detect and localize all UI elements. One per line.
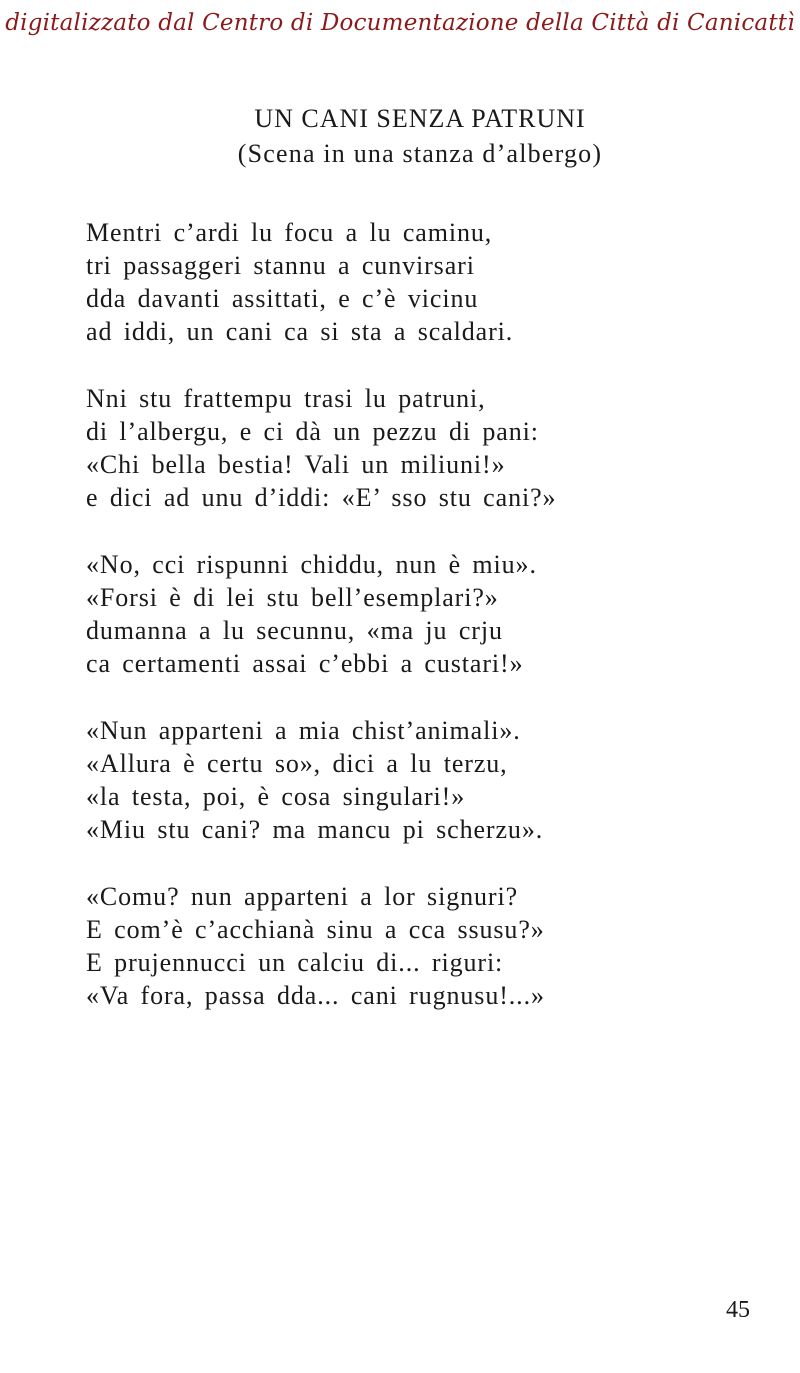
verse-line: «Forsi è di lei stu bell’esemplari?» xyxy=(86,583,499,612)
stanza-2 xyxy=(86,382,746,514)
verse-line: e dici ad unu d’iddi: «E’ sso stu cani?» xyxy=(86,483,557,512)
verse-line: E com’è c’acchianà sinu a cca ssusu?» xyxy=(86,915,545,944)
verse-line: ad iddi, un cani ca si sta a scaldari. xyxy=(86,317,514,346)
stanza-5 xyxy=(86,880,746,1012)
verse-line: di l’albergu, e ci dà un pezzu di pani: xyxy=(86,417,539,446)
verse-line: «Va fora, passa dda... cani rugnusu!...» xyxy=(86,981,545,1010)
page-number: 45 xyxy=(726,1297,750,1323)
poem-subtitle: (Scena in una stanza d’albergo) xyxy=(237,139,603,168)
verse-line: «No, cci rispunni chiddu, nun è miu». xyxy=(86,550,537,579)
stanza-4 xyxy=(86,714,746,846)
verse-line: ca certamenti assai c’ebbi a custari!» xyxy=(86,649,524,678)
verse-line: «Miu stu cani? ma mancu pi scherzu». xyxy=(86,815,544,844)
verse-line: «Comu? nun apparteni a lor signuri? xyxy=(86,882,519,911)
verse-line: Nni stu frattempu trasi lu patruni, xyxy=(86,384,486,413)
stanza-3 xyxy=(86,548,746,680)
verse-line: Mentri c’ardi lu focu a lu caminu, xyxy=(86,218,493,247)
watermark-text: digitalizzato dal Centro di Documentazione della Città di Canicattì xyxy=(5,10,795,36)
verse-line: dumanna a lu secunnu, «ma ju crju xyxy=(86,616,503,645)
verse-line: dda davanti assittati, e c’è vicinu xyxy=(86,284,479,313)
verse-line: E prujennucci un calciu di... riguri: xyxy=(86,948,504,977)
verse-line: «la testa, poi, è cosa singulari!» xyxy=(86,782,466,811)
verse-line: «Allura è certu so», dici a lu terzu, xyxy=(86,749,508,778)
verse-line: «Nun apparteni a mia chist’animali». xyxy=(86,716,521,745)
verse-line: tri passaggeri stannu a cunvirsari xyxy=(86,251,475,280)
stanza-1 xyxy=(86,216,746,348)
poem-title: UN CANI SENZA PATRUNI xyxy=(254,104,586,133)
poem-body xyxy=(86,216,746,1046)
verse-line: «Chi bella bestia! Vali un miliuni!» xyxy=(86,450,506,479)
